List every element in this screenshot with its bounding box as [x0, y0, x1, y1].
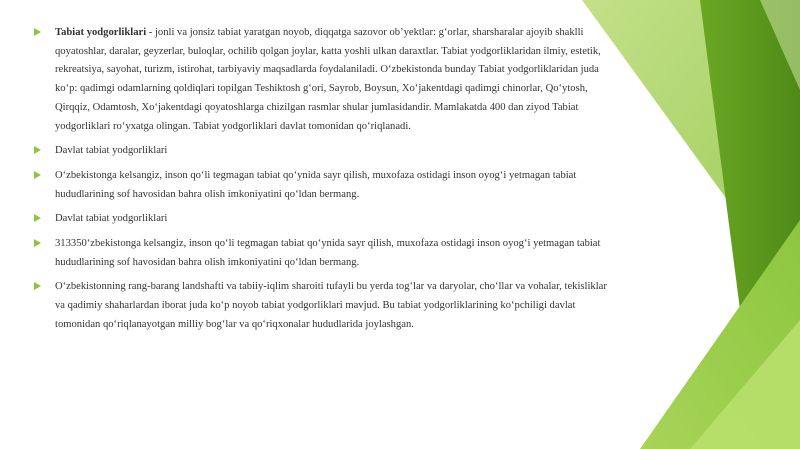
bullet-text: - jonli va jonsiz tabiat yaratgan noyob, diqqatga sazovor obʼyektlar: gʻorlar, sharsharalar ajoyib shaklli qoyatoshlar, daralar, geyzerlar, buloqlar, ochilib qolgan joylar, katta yoshli ulkan daraxtlar. Tabiat yodgorliklaridan ilmiy, estetik, rekreatsiya, sayohat, turizm, istirohat, tarbiyaviy maqsadlarda foydalaniladi. Oʻzbekistonda bunday Tabiat yodgorliklaridan juda koʻp: qadimgi odamlarning qoldiqlari topilgan Teshiktosh gʻori, Sayrob, Boysun, Xoʻjakentdagi qadimgi chinorlar, Qoʻytosh, Qirqqiz, Odamtosh, Xoʻjakentdagi qoyatoshlarga chizilgan rasmlar shular jumlasidandir. Mamlakatda 400 dan ziyod Tabiat yodgorliklari roʻyxatga olingan. Tabiat yodgorliklari davlat tomonidan qoʻriqlanadi. — [55, 27, 601, 132]
bullet-arrow-icon — [34, 239, 41, 247]
bullet-text: O‘zbekistonga kelsangiz, inson qo‘li tegmagan tabiat qo‘ynida sayr qilish, muxofaza ostidagi inson oyog‘i yetmagan tabiat hududlarining sof havosidan bahra olish imkoniyatini qo‘ldan bermang. — [55, 169, 577, 200]
bullet-arrow-icon — [34, 146, 41, 154]
bullet-arrow-icon — [34, 282, 41, 290]
bullet-item — [34, 278, 614, 334]
slide-content — [34, 24, 614, 341]
bullet-bold-term: Tabiat yodgorliklari — [55, 27, 147, 38]
bullet-text: Davlat tabiat yodgorliklari — [55, 145, 168, 157]
bullet-item — [34, 210, 614, 229]
bullet-text: 313350‘zbekistonga kelsangiz, inson qo‘li tegmagan tabiat qo‘ynida sayr qilish, muxofaza ostidagi inson oyog‘i yetmagan tabiat hududlarining sof havosidan bahra olish imkoniyatini qo‘ldan bermang. — [55, 238, 601, 268]
bullet-item — [34, 142, 614, 161]
bullet-item — [34, 167, 614, 204]
bullet-item — [34, 24, 614, 136]
bullet-arrow-icon — [34, 214, 41, 222]
bullet-item — [34, 235, 614, 272]
bullet-text: O‘zbekistonning rang-barang landshafti va tabiiy-iqlim sharoiti tufayli bu yerda tog‘lar va daryolar, cho‘llar va vohalar, tekisliklar va qadimiy shaharlardan iborat juda ko‘p noyob tabiat yodgorliklari mavjud. Bu tabiat yodgorliklarining ko‘pchiligi davlat tomonidan qo‘riqlanayotgan milliy bog‘lar va qo‘riqxonalar hududlarida joylashgan. — [55, 281, 607, 330]
bullet-arrow-icon — [34, 171, 41, 179]
bullet-text: Davlat tabiat yodgorliklari — [55, 213, 168, 225]
bullet-arrow-icon — [34, 28, 41, 36]
